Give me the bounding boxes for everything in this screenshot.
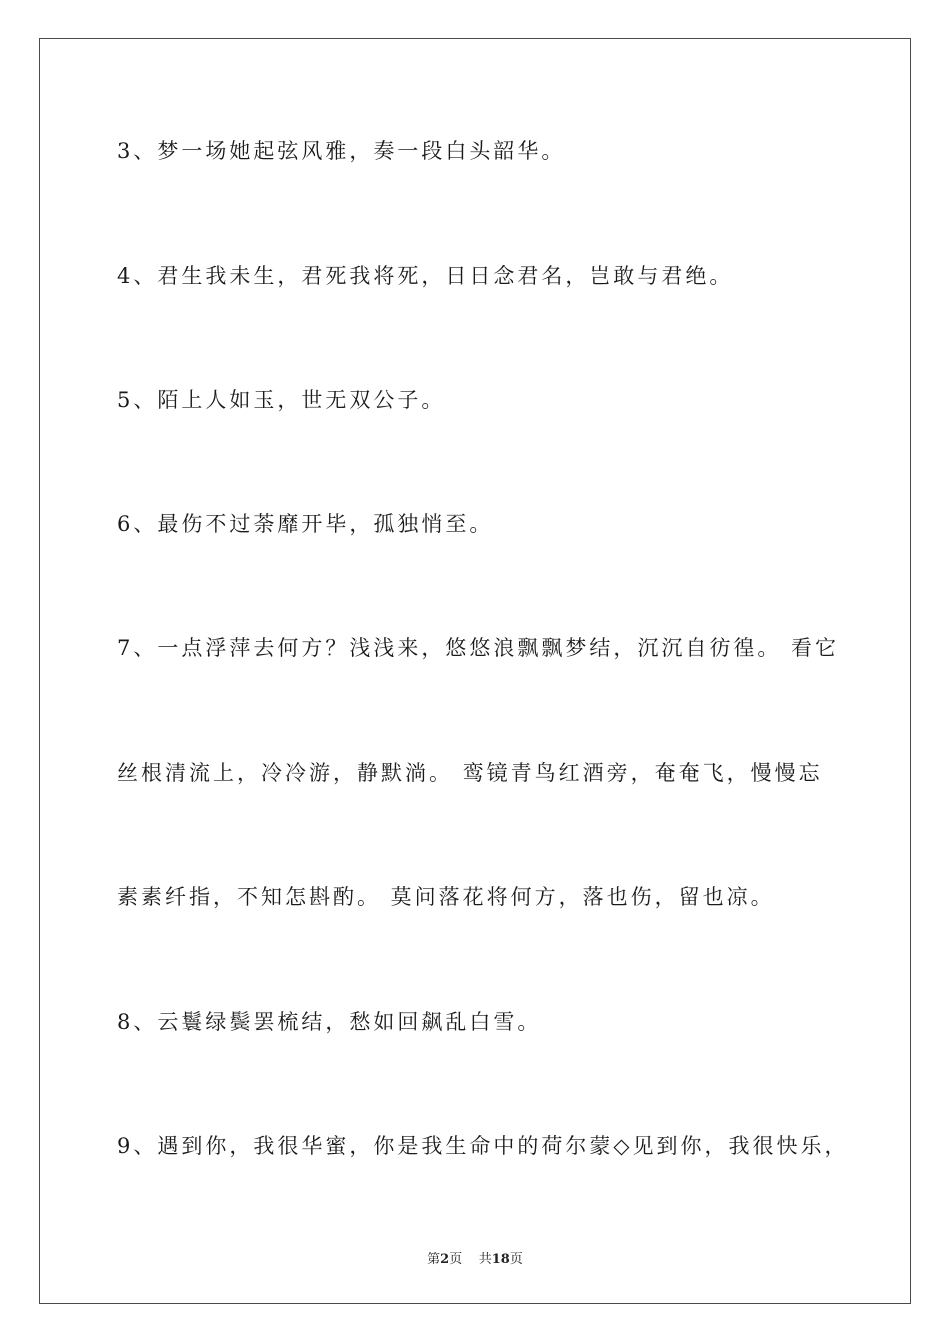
page-number: 2	[440, 1252, 450, 1267]
text-line-9: 9、遇到你，我很华蜜，你是我生命中的荷尔蒙◇见到你，我很快乐，	[117, 1134, 849, 1158]
total-pages: 18	[491, 1252, 510, 1267]
text-line-5: 7、一点浮萍去何方？浅浅来，悠悠浪飘飘梦结，沉沉自彷徨。 看它	[117, 636, 840, 660]
text-line-2: 4、君生我未生，君死我将死，日日念君名，岂敢与君绝。	[117, 264, 734, 288]
text-line-8: 8、云鬟绿鬓罢梳结，愁如回飙乱白雪。	[117, 1010, 542, 1034]
text-line-7: 素素纤指，不知怎斟酌。 莫问落花将何方，落也伤，留也凉。	[117, 885, 775, 909]
text-line-6: 丝根清流上，冷冷游，静默淌。 鸾镜青鸟红酒旁，奄奄飞，慢慢忘	[117, 761, 823, 785]
page-border	[39, 38, 911, 1304]
text-line-3: 5、陌上人如玉，世无双公子。	[117, 388, 446, 412]
page-footer	[0, 1248, 950, 1267]
page-suffix: 页	[449, 1252, 463, 1267]
total-prefix: 共	[478, 1252, 492, 1267]
total-suffix: 页	[509, 1252, 523, 1267]
text-line-1: 3、梦一场她起弦风雅，奏一段白头韶华。	[117, 139, 566, 163]
text-line-4: 6、最伤不过荼靡开毕，孤独悄至。	[117, 512, 494, 536]
page-prefix: 第	[427, 1252, 441, 1267]
